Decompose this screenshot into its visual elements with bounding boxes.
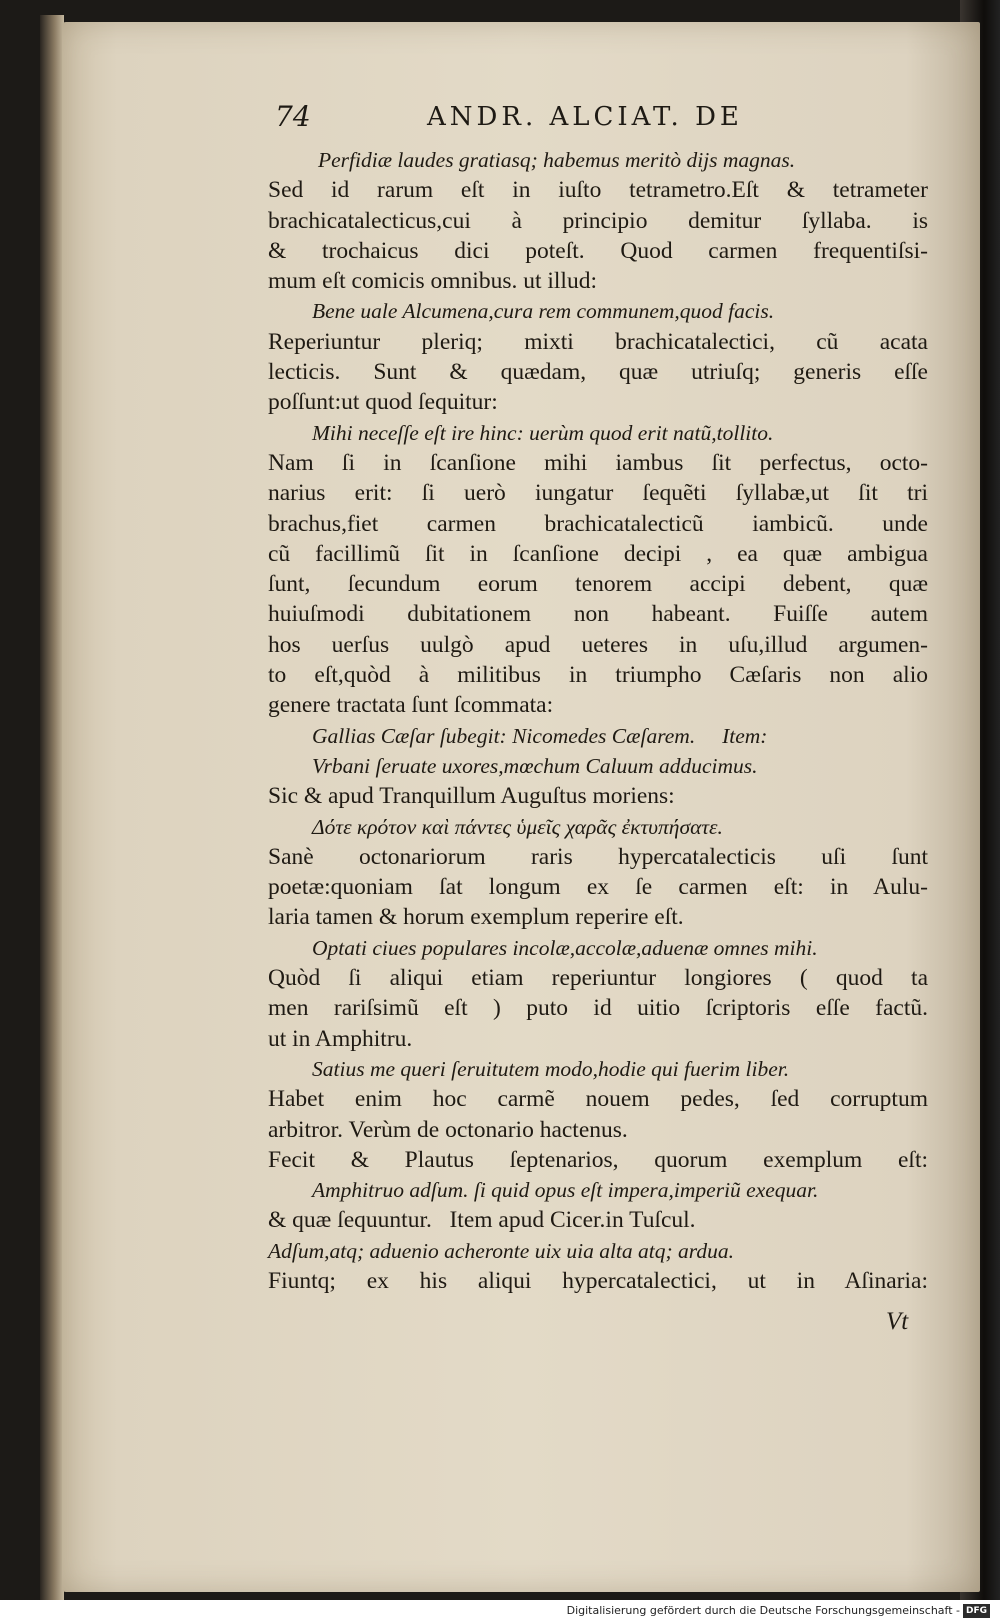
text-line: Nam ſi in ſcanſione mihi iambus ſit perfectus, octo- (268, 449, 928, 476)
text-line: Sic & apud Tranquillum Auguſtus moriens: (268, 783, 675, 810)
text-line: Bene uale Alcumena,cura rem communem,quod facis. (312, 299, 775, 324)
text-line: hos uerſus uulgò apud ueteres in uſu,illud argumen- (268, 631, 928, 658)
text-line: Δότε κρότον καὶ πάντες ὑμεῖς χαρᾶς ἐκτυπήσατε. (312, 814, 723, 839)
text-line: Quòd ſi aliqui etiam reperiuntur longiores ( quod ta (268, 965, 928, 992)
text-line: Mihi neceſſe eſt ire hinc: uerùm quod erit natũ,tollito. (312, 420, 774, 445)
text-line: Reperiuntur pleriq; mixti brachicatalectici, cũ acata (268, 328, 928, 355)
text-line: Vrbani ſeruate uxores,mœchum Caluum adducimus. (312, 753, 758, 778)
text-line: arbitror. Verùm de octonario hactenus. (268, 1116, 628, 1143)
dfg-logo: DFG (963, 1604, 990, 1618)
text-line: Optati ciues populares incolæ,accolæ,aduenæ omnes mihi. (312, 935, 818, 960)
text-line: ſunt, ſecundum eorum tenorem accipi debent, quæ (268, 571, 928, 598)
text-line: Fecit & Plautus ſeptenarios, quorum exemplum eſt: (268, 1146, 928, 1173)
funding-credit: Digitalisierung gefördert durch die Deutsche Forschungsgemeinschaft - (566, 1604, 960, 1617)
text-line: ut in Amphitru. (268, 1025, 413, 1052)
running-head: ANDR. ALCIAT. DE (427, 102, 743, 132)
text-line: & trochaicus dici poteſt. Quod carmen frequentiſsi- (268, 237, 928, 264)
text-line: poetæ:quoniam ſat longum ex ſe carmen eſt: in Aulu- (268, 874, 928, 901)
text-line: Satius me queri ſeruitutem modo,hodie qui fuerim liber. (312, 1056, 790, 1081)
digitization-footer (0, 1600, 1000, 1623)
text-line: Sanè octonariorum raris hypercatalecticis uſi ſunt (268, 843, 928, 870)
text-line: lecticis. Sunt & quædam, quæ utriuſq; generis eſſe (268, 359, 928, 386)
text-line: & quæ ſequuntur. Item apud Cicer.in Tuſcul. (268, 1207, 696, 1234)
body-text (268, 145, 928, 1296)
text-line: brachus,fiet carmen brachicatalecticũ iambicũ. unde (268, 510, 928, 537)
text-line: laria tamen & horum exemplum reperire eſt. (268, 904, 684, 931)
book-left-edge (40, 15, 64, 1600)
text-line: poſſunt:ut quod ſequitur: (268, 389, 498, 416)
text-line: Sed id rarum eſt in iuſto tetrametro.Eſt & tetrameter (268, 177, 928, 204)
text-line: genere tractata ſunt ſcommata: (268, 692, 554, 719)
text-line: Amphitruo adſum. ſi quid opus eſt impera,imperiũ exequar. (312, 1178, 819, 1203)
text-line: brachicatalecticus,cui à principio demitur ſyllaba. is (268, 207, 928, 234)
text-line: Adſum,atq; aduenio acheronte uix uia alta atq; ardua. (268, 1238, 734, 1263)
text-line: men rariſsimũ eſt ) puto id uitio ſcriptoris eſſe factũ. (268, 995, 928, 1022)
page-header (275, 100, 835, 140)
text-line: narius erit: ſi uerò iungatur ſequẽti ſyllabæ,ut ſit tri (268, 480, 928, 507)
page-number: 74 (275, 100, 311, 133)
text-line: to eſt,quòd à militibus in triumpho Cæſaris non alio (268, 662, 928, 689)
text-line: Habet enim hoc carmẽ nouem pedes, ſed corruptum (268, 1086, 928, 1113)
text-line: Fiuntq; ex his aliqui hypercatalectici, ut in Aſinaria: (268, 1267, 928, 1294)
text-line: Gallias Cæſar ſubegit: Nicomedes Cæſarem. Item: (312, 723, 768, 748)
text-line: cũ facillimũ ſit in ſcanſione decipi , ea quæ ambigua (268, 540, 928, 567)
text-line: Perfidiæ laudes gratiasq; habemus meritò dijs magnas. (318, 148, 796, 172)
text-line: huiuſmodi dubitationem non habeant. Fuiſſe autem (268, 601, 928, 628)
text-line: mum eſt comicis omnibus. ut illud: (268, 268, 597, 295)
catchword: Vt (886, 1308, 909, 1335)
